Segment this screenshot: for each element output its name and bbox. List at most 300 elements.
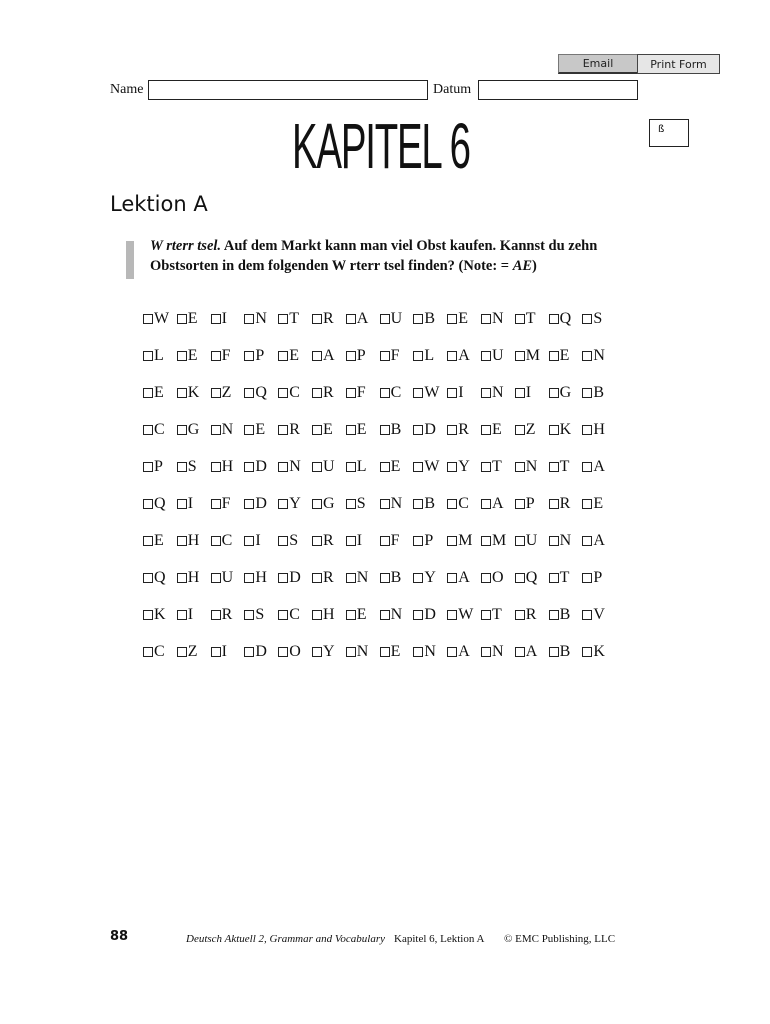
cell-letter: T: [559, 569, 570, 586]
cell-letter: I: [187, 495, 194, 512]
grid-cell[interactable]: [346, 529, 362, 553]
cell-checkbox[interactable]: [211, 462, 221, 472]
cell-checkbox[interactable]: [380, 462, 390, 472]
cell-checkbox[interactable]: [143, 573, 153, 583]
cell-checkbox[interactable]: [447, 647, 457, 657]
grid-cell[interactable]: [177, 529, 200, 553]
grid-cell[interactable]: [380, 418, 402, 442]
grid-cell[interactable]: [244, 381, 267, 405]
grid-cell[interactable]: [515, 418, 536, 442]
grid-cell[interactable]: [177, 640, 198, 664]
grid-cell[interactable]: [143, 418, 165, 442]
cell-checkbox[interactable]: [278, 462, 288, 472]
grid-cell[interactable]: [211, 640, 227, 664]
grid-cell[interactable]: [413, 307, 435, 331]
grid-cell[interactable]: [346, 566, 369, 590]
cell-checkbox[interactable]: [515, 610, 525, 620]
cell-checkbox[interactable]: [413, 610, 423, 620]
cell-checkbox[interactable]: [244, 314, 254, 324]
cell-checkbox[interactable]: [447, 610, 457, 620]
cell-checkbox[interactable]: [582, 573, 592, 583]
cell-checkbox[interactable]: [481, 425, 491, 435]
grid-cell[interactable]: [244, 566, 267, 590]
grid-cell[interactable]: [481, 455, 502, 479]
grid-cell[interactable]: [582, 381, 604, 405]
grid-cell[interactable]: [447, 381, 463, 405]
grid-cell[interactable]: [211, 455, 234, 479]
grid-cell[interactable]: [515, 603, 537, 627]
grid-cell[interactable]: [447, 566, 470, 590]
cell-checkbox[interactable]: [177, 425, 187, 435]
cell-checkbox[interactable]: [481, 610, 491, 620]
grid-cell[interactable]: [278, 492, 301, 516]
cell-checkbox[interactable]: [312, 610, 322, 620]
cell-checkbox[interactable]: [312, 351, 322, 361]
cell-checkbox[interactable]: [346, 388, 356, 398]
cell-checkbox[interactable]: [549, 351, 559, 361]
grid-cell[interactable]: [582, 566, 602, 590]
cell-checkbox[interactable]: [549, 314, 559, 324]
cell-checkbox[interactable]: [211, 314, 221, 324]
cell-checkbox[interactable]: [346, 536, 356, 546]
grid-cell[interactable]: [143, 307, 169, 331]
grid-cell[interactable]: [346, 455, 367, 479]
grid-cell[interactable]: [413, 344, 434, 368]
grid-cell[interactable]: [515, 455, 538, 479]
cell-checkbox[interactable]: [278, 314, 288, 324]
cell-checkbox[interactable]: [211, 647, 221, 657]
cell-checkbox[interactable]: [515, 388, 525, 398]
cell-checkbox[interactable]: [312, 499, 322, 509]
grid-cell[interactable]: [211, 529, 233, 553]
cell-checkbox[interactable]: [211, 536, 221, 546]
grid-cell[interactable]: [312, 566, 334, 590]
grid-cell[interactable]: [312, 381, 334, 405]
email-button[interactable]: Email: [558, 54, 638, 74]
grid-cell[interactable]: [346, 492, 366, 516]
grid-cell[interactable]: [244, 603, 264, 627]
grid-cell[interactable]: [211, 418, 234, 442]
cell-checkbox[interactable]: [177, 610, 187, 620]
grid-cell[interactable]: [582, 529, 605, 553]
cell-checkbox[interactable]: [413, 314, 423, 324]
date-input[interactable]: [479, 81, 637, 99]
grid-cell[interactable]: [549, 381, 572, 405]
cell-checkbox[interactable]: [143, 536, 153, 546]
cell-letter: M: [458, 532, 473, 549]
grid-cell[interactable]: [211, 307, 227, 331]
cell-checkbox[interactable]: [177, 536, 187, 546]
grid-cell[interactable]: [278, 344, 299, 368]
cell-checkbox[interactable]: [447, 536, 457, 546]
cell-checkbox[interactable]: [244, 499, 254, 509]
grid-cell[interactable]: [278, 566, 301, 590]
grid-cell[interactable]: [244, 529, 260, 553]
cell-checkbox[interactable]: [244, 573, 254, 583]
grid-cell[interactable]: [515, 307, 536, 331]
grid-cell[interactable]: [549, 344, 570, 368]
grid-cell[interactable]: [346, 418, 367, 442]
grid-cell[interactable]: [143, 603, 166, 627]
grid-cell[interactable]: [413, 492, 435, 516]
grid-cell[interactable]: [582, 344, 605, 368]
cell-checkbox[interactable]: [312, 388, 322, 398]
grid-cell[interactable]: [346, 381, 366, 405]
cell-checkbox[interactable]: [413, 573, 423, 583]
grid-cell[interactable]: [515, 640, 538, 664]
print-form-button[interactable]: Print Form: [637, 54, 720, 74]
grid-cell[interactable]: [244, 455, 267, 479]
grid-cell[interactable]: [515, 381, 531, 405]
grid-cell[interactable]: [312, 603, 335, 627]
grid-cell[interactable]: [143, 640, 165, 664]
cell-checkbox[interactable]: [582, 610, 592, 620]
grid-cell[interactable]: [177, 603, 193, 627]
name-input[interactable]: [149, 81, 427, 99]
cell-letter: P: [525, 495, 535, 512]
grid-cell[interactable]: [481, 381, 504, 405]
cell-checkbox[interactable]: [515, 573, 525, 583]
cell-checkbox[interactable]: [413, 536, 423, 546]
grid-cell[interactable]: [447, 344, 470, 368]
cell-checkbox[interactable]: [278, 425, 288, 435]
cell-checkbox[interactable]: [244, 647, 254, 657]
cell-checkbox[interactable]: [312, 573, 322, 583]
cell-checkbox[interactable]: [177, 573, 187, 583]
grid-cell[interactable]: [346, 603, 367, 627]
cell-checkbox[interactable]: [481, 351, 491, 361]
cell-checkbox[interactable]: [413, 425, 423, 435]
cell-checkbox[interactable]: [244, 610, 254, 620]
cell-checkbox[interactable]: [380, 610, 390, 620]
cell-checkbox[interactable]: [177, 499, 187, 509]
grid-cell[interactable]: [481, 603, 502, 627]
cell-checkbox[interactable]: [515, 462, 525, 472]
grid-cell[interactable]: [582, 455, 605, 479]
cell-checkbox[interactable]: [143, 388, 153, 398]
grid-cell[interactable]: [481, 566, 504, 590]
cell-checkbox[interactable]: [177, 314, 187, 324]
grid-cell[interactable]: [380, 640, 401, 664]
cell-checkbox[interactable]: [143, 499, 153, 509]
cell-checkbox[interactable]: [380, 388, 390, 398]
grid-cell[interactable]: [413, 455, 439, 479]
cell-checkbox[interactable]: [278, 351, 288, 361]
grid-cell[interactable]: [177, 418, 200, 442]
cell-checkbox[interactable]: [211, 425, 221, 435]
cell-letter: F: [221, 495, 231, 512]
grid-cell[interactable]: [177, 455, 197, 479]
cell-checkbox[interactable]: [346, 499, 356, 509]
grid-cell[interactable]: [515, 566, 538, 590]
cell-checkbox[interactable]: [312, 425, 322, 435]
grid-cell[interactable]: [549, 566, 570, 590]
note-ae: AE: [512, 258, 533, 274]
grid-cell[interactable]: [380, 307, 403, 331]
cell-checkbox[interactable]: [143, 647, 153, 657]
grid-cell[interactable]: [582, 307, 602, 331]
cell-letter: G: [323, 495, 335, 512]
cell-checkbox[interactable]: [481, 314, 491, 324]
cell-checkbox[interactable]: [312, 536, 322, 546]
cell-checkbox[interactable]: [346, 314, 356, 324]
cell-checkbox[interactable]: [549, 610, 559, 620]
cell-checkbox[interactable]: [481, 536, 491, 546]
grid-cell[interactable]: [380, 603, 403, 627]
cell-checkbox[interactable]: [244, 425, 254, 435]
grid-cell[interactable]: [244, 418, 265, 442]
grid-cell[interactable]: [244, 307, 267, 331]
cell-checkbox[interactable]: [481, 573, 491, 583]
grid-cell[interactable]: [278, 455, 301, 479]
cell-checkbox[interactable]: [549, 425, 559, 435]
cell-checkbox[interactable]: [447, 573, 457, 583]
grid-cell[interactable]: [380, 492, 403, 516]
cell-checkbox[interactable]: [549, 573, 559, 583]
grid-cell[interactable]: [380, 566, 402, 590]
cell-checkbox[interactable]: [278, 647, 288, 657]
grid-cell[interactable]: [447, 529, 472, 553]
cell-checkbox[interactable]: [447, 351, 457, 361]
cell-checkbox[interactable]: [549, 647, 559, 657]
cell-checkbox[interactable]: [346, 425, 356, 435]
cell-checkbox[interactable]: [413, 499, 423, 509]
grid-cell[interactable]: [447, 492, 469, 516]
cell-checkbox[interactable]: [278, 499, 288, 509]
cell-checkbox[interactable]: [413, 351, 423, 361]
cell-letter: U: [323, 458, 335, 475]
eszett-button[interactable]: ß: [649, 119, 689, 147]
grid-cell[interactable]: [211, 603, 233, 627]
cell-checkbox[interactable]: [143, 462, 153, 472]
cell-checkbox[interactable]: [549, 388, 559, 398]
grid-cell[interactable]: [447, 455, 470, 479]
cell-checkbox[interactable]: [346, 351, 356, 361]
cell-checkbox[interactable]: [481, 388, 491, 398]
cell-checkbox[interactable]: [278, 536, 288, 546]
cell-checkbox[interactable]: [143, 425, 153, 435]
cell-checkbox[interactable]: [582, 536, 592, 546]
grid-cell[interactable]: [177, 492, 193, 516]
cell-checkbox[interactable]: [582, 388, 592, 398]
grid-cell[interactable]: [312, 307, 334, 331]
cell-checkbox[interactable]: [143, 351, 153, 361]
cell-checkbox[interactable]: [582, 351, 592, 361]
cell-checkbox[interactable]: [515, 351, 525, 361]
grid-cell[interactable]: [312, 492, 335, 516]
cell-checkbox[interactable]: [380, 573, 390, 583]
grid-cell[interactable]: [177, 307, 198, 331]
cell-checkbox[interactable]: [312, 647, 322, 657]
grid-cell[interactable]: [143, 566, 166, 590]
grid-cell[interactable]: [211, 344, 231, 368]
cell-checkbox[interactable]: [380, 536, 390, 546]
grid-cell[interactable]: [211, 566, 234, 590]
cell-checkbox[interactable]: [312, 462, 322, 472]
grid-cell[interactable]: [481, 418, 502, 442]
grid-cell[interactable]: [413, 418, 436, 442]
cell-checkbox[interactable]: [582, 314, 592, 324]
cell-checkbox[interactable]: [481, 647, 491, 657]
grid-cell[interactable]: [582, 603, 605, 627]
cell-checkbox[interactable]: [549, 462, 559, 472]
cell-checkbox[interactable]: [244, 462, 254, 472]
grid-cell[interactable]: [244, 344, 264, 368]
grid-cell[interactable]: [278, 603, 300, 627]
cell-checkbox[interactable]: [582, 499, 592, 509]
grid-cell[interactable]: [244, 640, 267, 664]
grid-cell[interactable]: [278, 307, 299, 331]
cell-checkbox[interactable]: [346, 573, 356, 583]
grid-cell[interactable]: [549, 418, 572, 442]
cell-checkbox[interactable]: [211, 351, 221, 361]
cell-checkbox[interactable]: [380, 499, 390, 509]
grid-cell[interactable]: [312, 640, 335, 664]
cell-checkbox[interactable]: [582, 425, 592, 435]
cell-checkbox[interactable]: [177, 351, 187, 361]
grid-cell[interactable]: [177, 344, 198, 368]
grid-cell[interactable]: [143, 344, 164, 368]
grid-cell[interactable]: [447, 418, 469, 442]
grid-cell[interactable]: [177, 381, 200, 405]
grid-cell[interactable]: [380, 455, 401, 479]
grid-cell[interactable]: [312, 529, 334, 553]
grid-cell[interactable]: [447, 307, 468, 331]
grid-cell[interactable]: [346, 307, 369, 331]
cell-checkbox[interactable]: [582, 462, 592, 472]
cell-checkbox[interactable]: [211, 573, 221, 583]
grid-cell[interactable]: [143, 455, 163, 479]
grid-cell[interactable]: [278, 381, 300, 405]
cell-checkbox[interactable]: [481, 462, 491, 472]
grid-cell[interactable]: [447, 640, 470, 664]
grid-cell[interactable]: [413, 381, 439, 405]
cell-checkbox[interactable]: [312, 314, 322, 324]
grid-cell[interactable]: [278, 640, 301, 664]
cell-letter: E: [187, 347, 198, 364]
grid-cell[interactable]: [413, 566, 436, 590]
cell-letter: C: [154, 421, 165, 438]
grid-cell[interactable]: [481, 529, 506, 553]
cell-checkbox[interactable]: [481, 499, 491, 509]
cell-checkbox[interactable]: [177, 462, 187, 472]
cell-checkbox[interactable]: [447, 425, 457, 435]
grid-cell[interactable]: [515, 344, 540, 368]
cell-checkbox[interactable]: [278, 388, 288, 398]
cell-checkbox[interactable]: [244, 351, 254, 361]
grid-cell[interactable]: [549, 492, 571, 516]
grid-cell[interactable]: [481, 640, 504, 664]
grid-cell[interactable]: [278, 418, 300, 442]
cell-checkbox[interactable]: [447, 462, 457, 472]
cell-checkbox[interactable]: [143, 314, 153, 324]
cell-checkbox[interactable]: [549, 536, 559, 546]
grid-cell[interactable]: [143, 381, 164, 405]
cell-checkbox[interactable]: [346, 647, 356, 657]
grid-cell[interactable]: [413, 603, 436, 627]
grid-cell[interactable]: [549, 307, 572, 331]
grid-cell[interactable]: [312, 344, 335, 368]
cell-checkbox[interactable]: [177, 388, 187, 398]
cell-checkbox[interactable]: [211, 610, 221, 620]
grid-cell[interactable]: [481, 307, 504, 331]
grid-cell[interactable]: [582, 418, 605, 442]
grid-cell[interactable]: [346, 344, 366, 368]
cell-checkbox[interactable]: [515, 499, 525, 509]
cell-checkbox[interactable]: [143, 610, 153, 620]
grid-cell[interactable]: [380, 344, 400, 368]
grid-cell[interactable]: [549, 529, 572, 553]
grid-cell[interactable]: [143, 529, 164, 553]
grid-cell[interactable]: [549, 455, 570, 479]
cell-checkbox[interactable]: [211, 388, 221, 398]
cell-checkbox[interactable]: [380, 351, 390, 361]
cell-checkbox[interactable]: [413, 388, 423, 398]
grid-cell[interactable]: [312, 418, 333, 442]
grid-cell[interactable]: [244, 492, 267, 516]
grid-cell[interactable]: [481, 492, 504, 516]
cell-checkbox[interactable]: [380, 647, 390, 657]
grid-cell[interactable]: [413, 640, 436, 664]
cell-checkbox[interactable]: [211, 499, 221, 509]
cell-letter: E: [492, 421, 502, 438]
cell-checkbox[interactable]: [447, 314, 457, 324]
cell-checkbox[interactable]: [244, 388, 254, 398]
date-field[interactable]: [478, 80, 638, 100]
grid-cell[interactable]: [211, 381, 232, 405]
grid-cell[interactable]: [549, 603, 571, 627]
grid-cell[interactable]: [380, 529, 400, 553]
grid-cell[interactable]: [346, 640, 369, 664]
cell-checkbox[interactable]: [515, 425, 525, 435]
grid-cell[interactable]: [177, 566, 200, 590]
cell-checkbox[interactable]: [244, 536, 254, 546]
cell-checkbox[interactable]: [380, 314, 390, 324]
grid-cell[interactable]: [312, 455, 335, 479]
grid-cell[interactable]: [143, 492, 166, 516]
cell-checkbox[interactable]: [515, 314, 525, 324]
cell-checkbox[interactable]: [515, 536, 525, 546]
cell-checkbox[interactable]: [549, 499, 559, 509]
cell-checkbox[interactable]: [582, 647, 592, 657]
grid-cell[interactable]: [549, 640, 571, 664]
cell-checkbox[interactable]: [447, 388, 457, 398]
cell-checkbox[interactable]: [413, 647, 423, 657]
grid-cell[interactable]: [515, 492, 535, 516]
grid-cell[interactable]: [481, 344, 504, 368]
grid-cell[interactable]: [380, 381, 402, 405]
cell-checkbox[interactable]: [177, 647, 187, 657]
cell-checkbox[interactable]: [278, 573, 288, 583]
name-field[interactable]: [148, 80, 428, 100]
grid-cell[interactable]: [582, 492, 603, 516]
cell-checkbox[interactable]: [278, 610, 288, 620]
cell-checkbox[interactable]: [346, 462, 356, 472]
cell-letter: B: [390, 421, 402, 438]
cell-checkbox[interactable]: [447, 499, 457, 509]
grid-cell[interactable]: [582, 640, 605, 664]
grid-cell[interactable]: [447, 603, 473, 627]
cell-checkbox[interactable]: [346, 610, 356, 620]
cell-checkbox[interactable]: [413, 462, 423, 472]
cell-checkbox[interactable]: [515, 647, 525, 657]
grid-cell[interactable]: [413, 529, 433, 553]
instruction-close: ): [532, 258, 537, 274]
grid-cell[interactable]: [515, 529, 538, 553]
grid-cell[interactable]: [278, 529, 298, 553]
cell-checkbox[interactable]: [380, 425, 390, 435]
grid-cell[interactable]: [211, 492, 231, 516]
